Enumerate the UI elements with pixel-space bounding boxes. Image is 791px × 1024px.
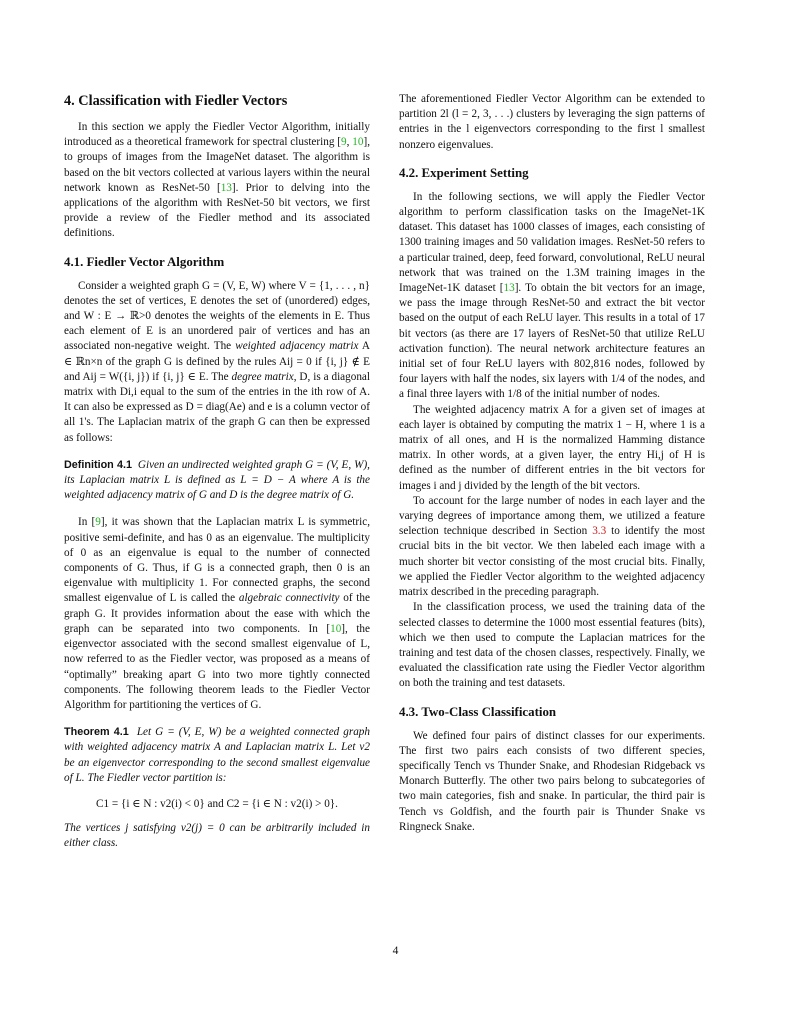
left-column [64,92,370,852]
citation-link[interactable]: 13 [503,282,515,295]
citation-link[interactable]: 13 [220,181,232,194]
feature-selection-paragraph: To account for the large number of nodes in each layer and the varying degrees of importance among them, we utilized a feature selection technique described in Section 3.3 to identify the most crucial bits in the bit vector. We then labeled each image with a much shorter bit vector consisting of the most crucial bits. Finally, we applied the Fiedler Vector algorithm to the weighted adjacency matrix described in the preceding paragraph. [399,494,705,599]
citation-link[interactable]: 10 [330,622,342,635]
theorem-tail: The vertices j satisfying v2(j) = 0 can be arbitrarily included in either class. [64,822,370,850]
subsection-title: 4.1. Fiedler Vector Algorithm [64,254,225,269]
right-column [399,92,705,835]
citation-link[interactable]: 9 [341,136,347,149]
experiment-paragraph: In the following sections, we will apply the Fiedler Vector algorithm to perform classification tasks on the ImageNet-1K dataset. This dataset has 1000 classes of images, each consisting of 1300 training images and 50 validation images. ResNet-50 refers to a particular trained, deep, feed forward, convolutional, ReLU neural network that was trained on the 1.3M training images in the ImageNet-1K dataset [13]. To obtain the bit vectors for an image, we pass the image through ResNet-50 and extract the bit vector based on the output of each ReLU layer. This results in a total of 17 bit vectors (as there are 17 layers of ResNet-50 that utilize ReLU activation function). The neural network architecture features an initial set of four ReLU layers with 802,816 nodes, followed by four layers with half the nodes, six layers with 1/4 of the nodes, and a final three layers with 1/8 of the initial number of nodes. [399,190,706,401]
theorem-block [64,725,370,786]
graph-definition-paragraph: Consider a weighted graph G = (V, E, W) where V = {1, . . . , n} denotes the set of vertices, E denotes the set of (unordered) edges, and W : E → ℝ>0 denotes the weights of the elements in E. Thus each element of E is an unordered pair of vertices and has an associated non-negative weight. The weighted adjacency matrix A ∈ ℝn×n of the graph G is defined by the rules Aij = 0 if {i, j} ∉ E and Aij = W({i, j}) if {i, j} ∈ E. The degree matrix, D, is a diagonal matrix with Di,i equal to the sum of the entries in the ith row of A. It can also be expressed as D = diag(Ae) and e is a column vector of all 1's. The Laplacian matrix of the graph G can then be expressed as follows: [64,279,370,444]
theorem-label: Theorem 4.1 [64,726,129,739]
citation-link[interactable]: 10 [352,136,364,149]
adjacency-paragraph: The weighted adjacency matrix A for a given set of images at each layer is obtained by computing the matrix 1 − H, where 1 is a matrix of all ones, and H is the normalized Hamming distance matrix. In other words, at a given layer, the entry Hi,j of H is defined as the number of different entries in the bit vectors for images i and j divided by the length of the bit vectors. [399,403,705,492]
section-title: 4. Classification with Fiedler Vectors [64,93,288,109]
definition-label: Definition 4.1 [64,458,132,471]
classification-process-paragraph: In the classification process, we used the training data of the selected classes to determine the 1000 most essential features (bits), which we then used to compute the Laplacian matrices for the training and test data of the chosen classes, respectively. Finally, we evaluated the classification rate using the Fiedler Vector algorithm on both the training and test datasets. [399,601,705,690]
page-number: 4 [392,945,399,957]
subsection-title: 4.2. Experiment Setting [399,165,529,180]
extension-paragraph: The aforementioned Fiedler Vector Algorithm can be extended to partition 2l (l = 2, 3, . . .) clusters by leveraging the sign patterns of entries in the l eigenvectors corresponding to the first l smallest nonzero eigenvalues. [399,93,705,151]
section-ref-link[interactable]: 3.3 [592,525,607,538]
intro-paragraph: In this section we apply the Fiedler Vector Algorithm, initially introduced as a theoretical framework for spectral clustering [9, 10], to groups of images from the ImageNet dataset. The algorithm is based on the bit vectors collected at various layers within the neural network known as ResNet-50 [13]. Prior to delving into the applications of the algorithm with ResNet-50 bit vectors, we first provide a review of the Fiedler method and its associated definitions. [64,121,370,240]
definition-text: Given an undirected weighted graph G = (V, E, W), its Laplacian matrix L is defined as L = D − A where A is the weighted adjacency matrix of G and D is the degree matrix of G. [64,458,370,502]
partition-equation: C1 = {i ∈ N : v2(i) < 0} and C2 = {i ∈ N : v2(i) > 0}. [96,797,338,810]
subsection-title: 4.3. Two-Class Classification [399,704,557,719]
two-class-paragraph: We defined four pairs of distinct classes for our experiments. The first two pairs each consists of two different species, specifically Tench vs Thunder Snake, and Rhodesian Ridgeback vs Monarch Butterfly. The other two pairs belong to subcategories of two main categories, fish and snake. In particular, the third pair is Tench vs Goldfish, and the fourth pair is Thunder Snake vs Ringneck Snake. [399,729,705,833]
citation-link[interactable]: 9 [95,516,101,529]
laplacian-paragraph: In [9], it was shown that the Laplacian matrix L is symmetric, positive semi-definite, and has 0 as an eigenvalue. The multiplicity of 0 as an eigenvalue is equal to the number of connected components of G. Thus, if G is a connected graph, then 0 is an eigenvalue with multiplicity 1. For connected graphs, the second smallest eigenvalue of L is called the algebraic connectivity of the graph G. It provides information about the ease with which the graph can be separated into two components. In [10], the eigenvector associated with the second smallest eigenvalue of L, now referred to as the Fiedler vector, was proposed as a means of “optimally” breaking apart G into two more tightly connected components. The following theorem leads to the Fiedler Vector Algorithm for partitioning the vertices of G. [64,516,371,711]
theorem-text: Let G = (V, E, W) be a weighted connected graph with weighted adjacency matrix A and Laplacian matrix L. Let v2 be an eigenvector corresponding to the second smallest eigenvalue of L. The Fiedler vector partition is: [64,726,370,784]
definition-block [64,458,370,504]
